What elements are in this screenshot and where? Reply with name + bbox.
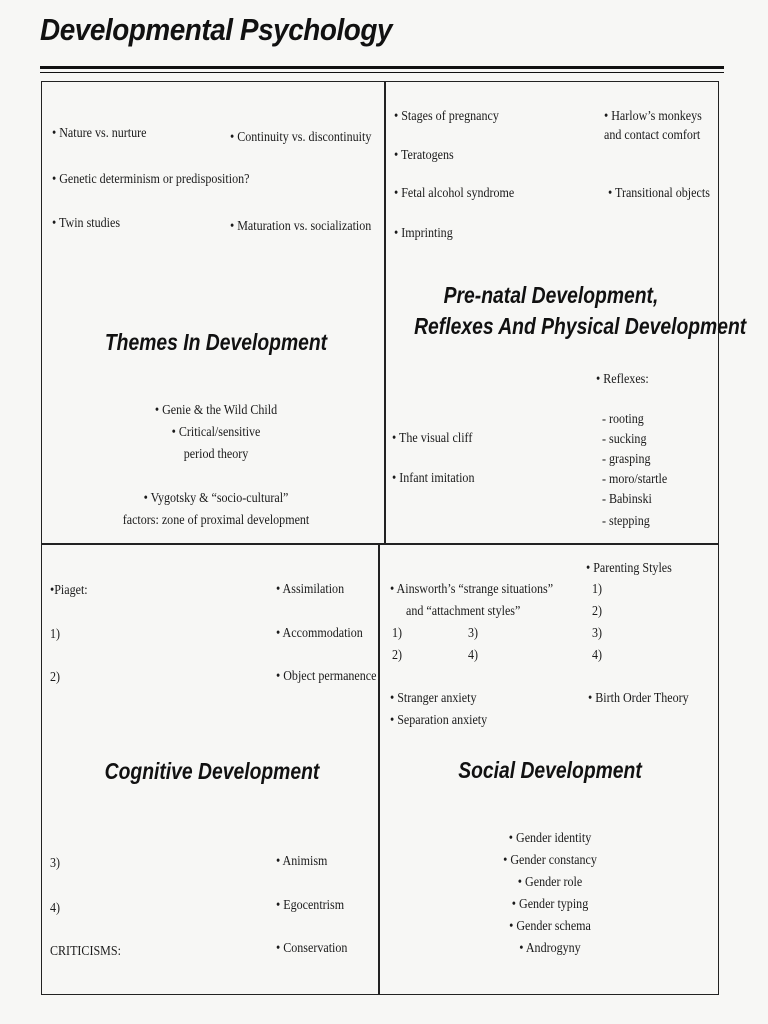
item-nature-nurture: • Nature vs. nurture bbox=[52, 126, 147, 141]
item-ainsworth-1: • Ainsworth’s “strange situations” bbox=[390, 582, 554, 597]
ainsworth-num-3: 3) bbox=[468, 626, 479, 641]
ainsworth-num-4: 4) bbox=[468, 648, 479, 663]
item-imprinting: • Imprinting bbox=[394, 226, 453, 241]
prenatal-heading-2: Reflexes And Physical Development bbox=[414, 313, 747, 339]
item-piaget: •Piaget: bbox=[50, 583, 88, 598]
item-continuity: • Continuity vs. discontinuity bbox=[230, 130, 372, 145]
reflex-babinski: - Babinski bbox=[602, 492, 652, 507]
reflex-moro: - moro/startle bbox=[602, 472, 668, 487]
item-teratogens: • Teratogens bbox=[394, 148, 454, 163]
item-fetal-alcohol: • Fetal alcohol syndrome bbox=[394, 186, 515, 201]
item-assimilation: • Assimilation bbox=[276, 582, 345, 597]
cognitive-heading: Cognitive Development bbox=[104, 758, 320, 784]
title-rule-thick bbox=[40, 66, 724, 69]
cognitive-num-3: 3) bbox=[50, 856, 61, 871]
cognitive-num-2: 2) bbox=[50, 670, 61, 685]
item-twin-studies: • Twin studies bbox=[52, 216, 121, 231]
item-androgyny: • Androgyny bbox=[519, 941, 581, 956]
grid-divider-bottom bbox=[378, 543, 380, 995]
item-conservation: • Conservation bbox=[276, 941, 348, 956]
item-genetic: • Genetic determinism or predisposition? bbox=[52, 172, 250, 187]
item-separation-anxiety: • Separation anxiety bbox=[390, 713, 488, 728]
item-criticisms: CRITICISMS: bbox=[50, 944, 121, 959]
ainsworth-num-2: 2) bbox=[392, 648, 403, 663]
cognitive-num-1: 1) bbox=[50, 627, 61, 642]
item-infant-imitation: • Infant imitation bbox=[392, 471, 475, 486]
item-gender-schema: • Gender schema bbox=[509, 919, 591, 934]
reflex-rooting: - rooting bbox=[602, 412, 644, 427]
item-gender-identity: • Gender identity bbox=[508, 831, 592, 846]
item-transitional: • Transitional objects bbox=[608, 186, 710, 201]
ainsworth-num-1: 1) bbox=[392, 626, 403, 641]
themes-heading: Themes In Development bbox=[104, 329, 328, 355]
cognitive-num-4: 4) bbox=[50, 901, 61, 916]
item-maturation: • Maturation vs. socialization bbox=[230, 219, 372, 234]
item-stages-pregnancy: • Stages of pregnancy bbox=[394, 109, 499, 124]
item-genie: • Genie & the Wild Child bbox=[154, 403, 278, 418]
item-vygotsky-1: • Vygotsky & “socio-cultural” bbox=[143, 491, 289, 506]
item-object-permanence: • Object permanence bbox=[276, 669, 377, 684]
item-ainsworth-2: and “attachment styles” bbox=[406, 604, 521, 619]
parenting-num-1: 1) bbox=[592, 582, 603, 597]
item-harlow-1: • Harlow’s monkeys bbox=[604, 109, 702, 124]
parenting-num-4: 4) bbox=[592, 648, 603, 663]
social-heading: Social Development bbox=[458, 757, 642, 783]
page-title: Developmental Psychology bbox=[40, 12, 393, 47]
item-critical-1: • Critical/sensitive bbox=[171, 425, 261, 440]
item-stranger-anxiety: • Stranger anxiety bbox=[390, 691, 477, 706]
item-gender-role: • Gender role bbox=[517, 875, 583, 890]
item-gender-typing: • Gender typing bbox=[511, 897, 589, 912]
parenting-num-3: 3) bbox=[592, 626, 603, 641]
item-harlow-2: and contact comfort bbox=[604, 128, 701, 143]
item-critical-2: period theory bbox=[183, 447, 249, 462]
item-visual-cliff: • The visual cliff bbox=[392, 431, 473, 446]
item-gender-constancy: • Gender constancy bbox=[503, 853, 597, 868]
item-parenting-styles: • Parenting Styles bbox=[586, 561, 672, 576]
reflex-grasping: - grasping bbox=[602, 452, 651, 467]
grid-divider-horizontal bbox=[41, 543, 719, 545]
item-accommodation: • Accommodation bbox=[276, 626, 363, 641]
parenting-num-2: 2) bbox=[592, 604, 603, 619]
item-reflexes: • Reflexes: bbox=[596, 372, 649, 387]
grid-divider-top bbox=[384, 81, 386, 543]
title-rule-thin bbox=[40, 72, 724, 73]
item-vygotsky-2: factors: zone of proximal development bbox=[122, 513, 310, 528]
item-animism: • Animism bbox=[276, 854, 328, 869]
reflex-sucking: - sucking bbox=[602, 432, 647, 447]
reflex-stepping: - stepping bbox=[602, 514, 650, 529]
item-birth-order: • Birth Order Theory bbox=[588, 691, 689, 706]
item-egocentrism: • Egocentrism bbox=[276, 898, 345, 913]
prenatal-heading-1: Pre-natal Development, bbox=[443, 282, 659, 308]
